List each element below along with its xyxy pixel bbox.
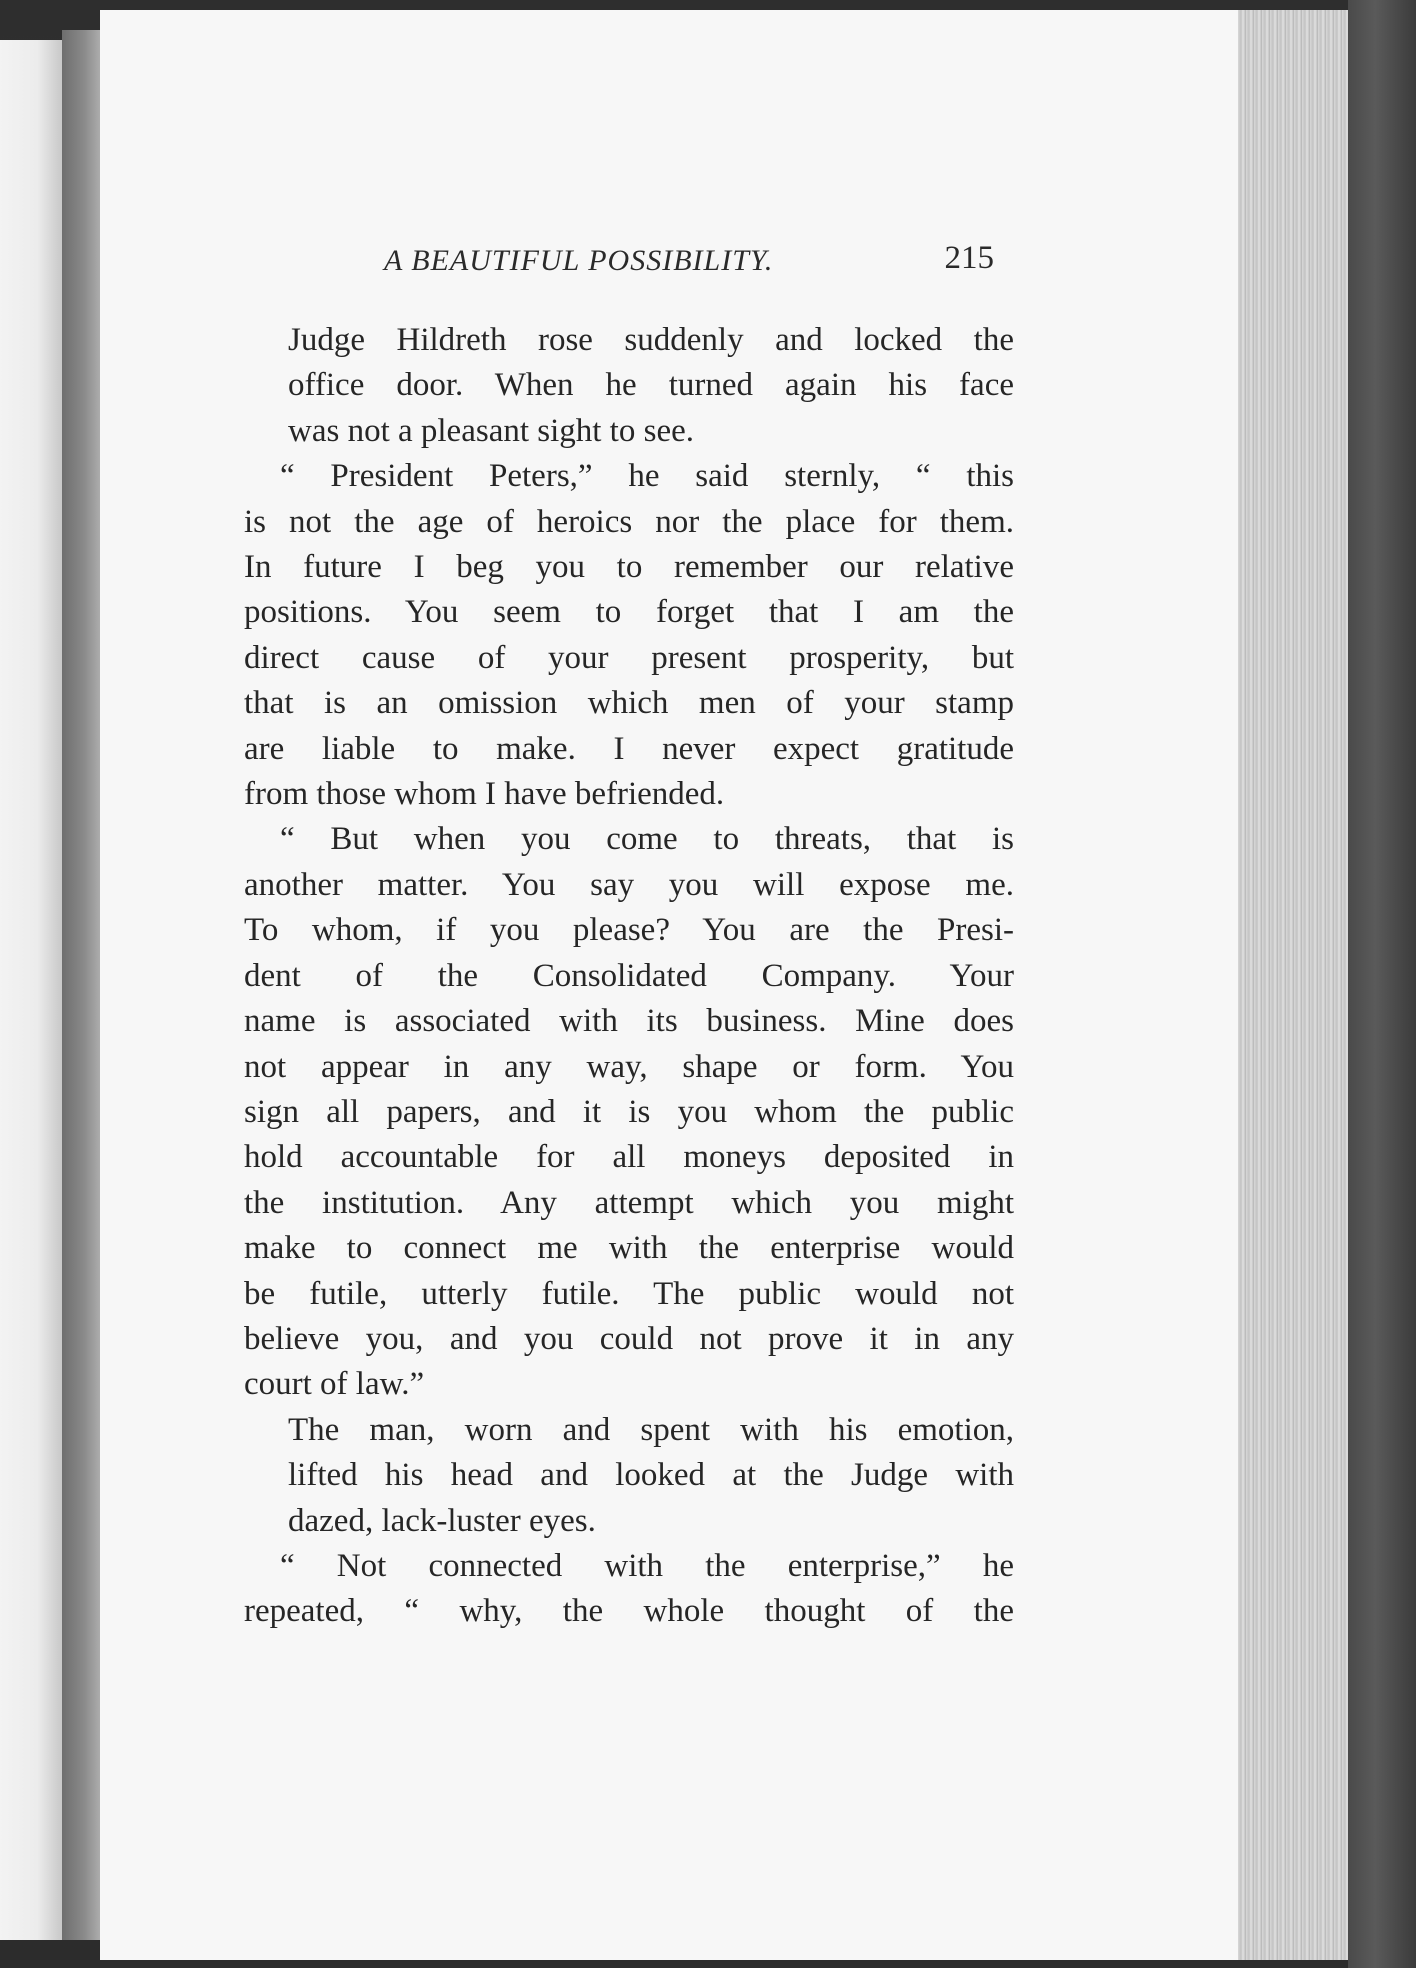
text-line: lifted his head and looked at the Judge with [288,1457,1014,1494]
text-line: make to connect me with the enterprise would [244,1230,1014,1267]
text-line: positions. You seem to forget that I am the [244,594,1014,631]
text-line: believe you, and you could not prove it in any [244,1320,1014,1357]
left-page-edge [0,40,62,1940]
text-line: To whom, if you please? You are the Presi- [244,912,1014,949]
running-head [376,240,996,294]
text-line: dent of the Consolidated Company. Your [244,957,1014,994]
text-line: name is associated with its business. Mine does [244,1003,1014,1040]
paragraph [244,817,1014,1407]
running-title: A BEAUTIFUL POSSIBILITY. [384,244,774,277]
text-line: that is an omission which men of your stamp [244,685,1014,722]
text-line: “ But when you come to threats, that is [280,821,1014,858]
text-line: another matter. You say you will expose me. [244,866,1014,903]
text-line: “ President Peters,” he said sternly, “ this [280,458,1014,495]
text-line: not appear in any way, shape or form. You [244,1048,1014,1085]
page-edges [1238,10,1348,1960]
text-line: In future I beg you to remember our relative [244,549,1014,586]
text-line: from those whom I have befriended. [244,776,725,813]
text-line: was not a pleasant sight to see. [288,412,694,449]
paragraph [244,454,1014,817]
page-number: 215 [944,240,994,276]
text-line: dazed, lack-luster eyes. [288,1502,596,1539]
book-cover-edge [1348,0,1416,1968]
text-line: direct cause of your present prosperity, but [244,639,1014,676]
text-line: Judge Hildreth rose suddenly and locked the [288,322,1014,358]
paragraph [244,1544,1014,1635]
body-text [244,318,1014,1635]
text-line: office door. When he turned again his face [288,367,1014,404]
text-line: “ Not connected with the enterprise,” he [280,1547,1014,1584]
text-line: be futile, utterly futile. The public would not [244,1275,1014,1312]
text-line: repeated, “ why, the whole thought of the [244,1593,1014,1630]
text-line: the institution. Any attempt which you might [244,1184,1014,1221]
text-line: hold accountable for all moneys deposited in [244,1139,1014,1176]
text-line: are liable to make. I never expect gratitude [244,730,1014,767]
text-line: The man, worn and spent with his emotion, [288,1411,1014,1448]
text-line: is not the age of heroics nor the place for them. [244,503,1014,540]
text-line: sign all papers, and it is you whom the public [244,1093,1014,1130]
text-line: court of law.” [244,1366,425,1403]
paragraph [244,318,1014,454]
paragraph [244,1408,1014,1544]
